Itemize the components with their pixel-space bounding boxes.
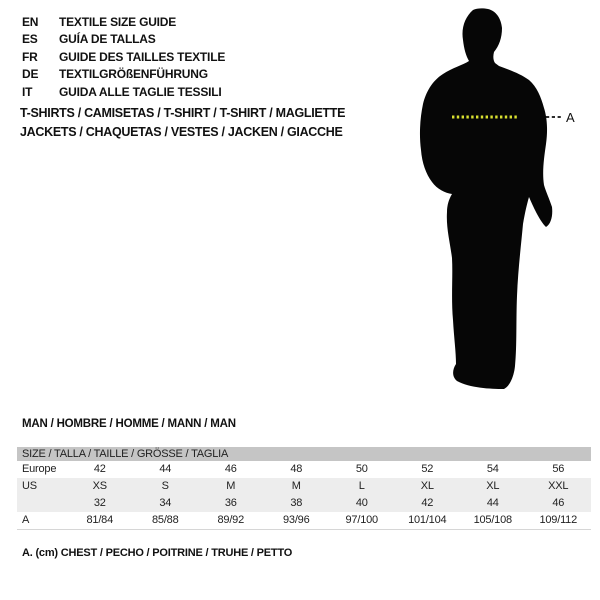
footnote-chest-measure: A. (cm) CHEST / PECHO / POITRINE / TRUHE / PETTO [22, 547, 293, 559]
size-value: 46 [526, 495, 592, 512]
row-label: Europe [17, 461, 67, 478]
size-value: M [264, 478, 330, 495]
size-value: 97/100 [329, 512, 395, 530]
size-value: 105/108 [460, 512, 526, 530]
size-value: 54 [460, 461, 526, 478]
size-value: S [133, 478, 199, 495]
size-value: 40 [329, 495, 395, 512]
size-value: L [329, 478, 395, 495]
size-value: 56 [526, 461, 592, 478]
size-value: 52 [395, 461, 461, 478]
language-label: TEXTILE SIZE GUIDE [59, 14, 177, 29]
size-value: 93/96 [264, 512, 330, 530]
size-table-header-row [17, 447, 591, 461]
language-label: GUIDA ALLE TAGLIE TESSILI [59, 84, 222, 99]
category-tshirts: T-SHIRTS / CAMISETAS / T-SHIRT / T-SHIRT / MAGLIETTE [20, 106, 346, 120]
table-row-chest-a [17, 512, 591, 530]
size-value: M [198, 478, 264, 495]
size-value: 34 [133, 495, 199, 512]
language-label: GUÍA DE TALLAS [59, 32, 156, 47]
language-code: DE [22, 67, 39, 82]
section-title-man: MAN / HOMBRE / HOMME / MANN / MAN [22, 418, 236, 430]
size-value: 44 [133, 461, 199, 478]
language-label: GUIDE DES TAILLES TEXTILE [59, 49, 226, 64]
row-label [17, 495, 67, 512]
size-value: 48 [264, 461, 330, 478]
man-silhouette [420, 8, 552, 389]
size-value: 89/92 [198, 512, 264, 530]
language-code: ES [22, 32, 38, 47]
size-value: 42 [67, 461, 133, 478]
language-label: TEXTILGRÖßENFÜHRUNG [59, 67, 208, 82]
size-value: 85/88 [133, 512, 199, 530]
row-label: US [17, 478, 67, 495]
table-row-europe [17, 461, 591, 478]
language-code: IT [22, 84, 33, 99]
language-code: FR [22, 49, 38, 64]
size-value: XL [395, 478, 461, 495]
table-row-us-numeric [17, 495, 591, 512]
size-table [17, 447, 591, 530]
language-code: EN [22, 14, 39, 29]
size-value: 101/104 [395, 512, 461, 530]
size-value: 38 [264, 495, 330, 512]
size-value: 44 [460, 495, 526, 512]
size-table-header: SIZE / TALLA / TAILLE / GRÖSSE / TAGLIA [17, 447, 591, 461]
size-value: 36 [198, 495, 264, 512]
size-value: XXL [526, 478, 592, 495]
size-value: 46 [198, 461, 264, 478]
size-value: 109/112 [526, 512, 592, 530]
size-value: 42 [395, 495, 461, 512]
size-value: XL [460, 478, 526, 495]
size-value: 81/84 [67, 512, 133, 530]
size-value: 50 [329, 461, 395, 478]
table-row-us [17, 478, 591, 495]
size-value: XS [67, 478, 133, 495]
category-jackets: JACKETS / CHAQUETAS / VESTES / JACKEN / GIACCHE [20, 124, 343, 139]
measure-label-a: A [566, 110, 575, 125]
size-value: 32 [67, 495, 133, 512]
row-label: A [17, 512, 67, 530]
